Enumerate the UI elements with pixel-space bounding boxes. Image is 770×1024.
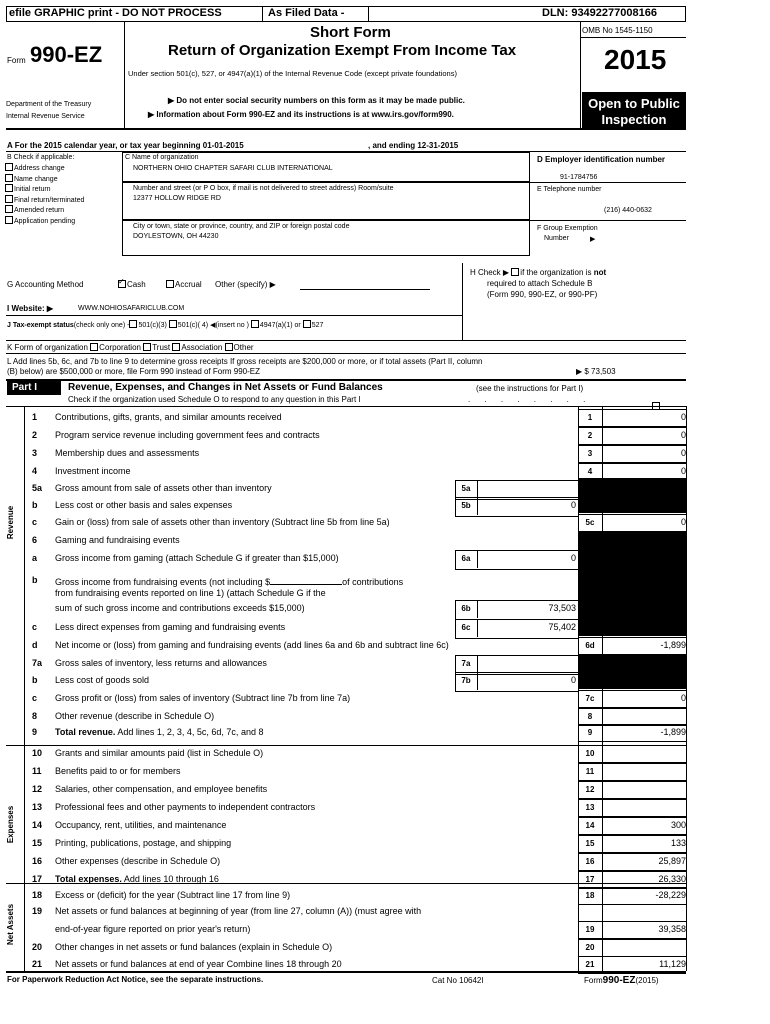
line-description-text: Gross profit or (loss) from sales of inventory (Subtract line 7b from line 7a) [55, 693, 351, 703]
street-label: Number and street (or P O box, if mail is not delivered to street address) Room/suite [133, 185, 394, 192]
line-description-text: Gross amount from sale of assets other than inventory [55, 483, 272, 493]
form-line [0, 655, 770, 673]
line-description-text: Gross income from fundraising events (not including $ [55, 577, 271, 587]
line-description-text: Printing, publications, postage, and shipping [55, 838, 232, 848]
line-description-bold: Total revenue. [55, 727, 116, 737]
line-description [55, 906, 421, 916]
line-number: 13 [32, 802, 43, 812]
l-text-2: (B) below) are $500,000 or more, file Form 990 instead of Form 990-EZ [7, 367, 260, 376]
line-number: 18 [32, 890, 43, 900]
line-description [55, 500, 232, 510]
line-description-text: Other expenses (describe in Schedule O) [55, 856, 221, 866]
line-amount[interactable]: -1,899 [660, 727, 686, 737]
line-ref-number: 6d [585, 641, 595, 650]
line-description-text: Program service revenue including government fees and contracts [55, 430, 320, 440]
line-description [55, 535, 180, 545]
line-amount[interactable]: 133 [670, 838, 686, 848]
line-number: 8 [32, 711, 38, 721]
street: 12377 HOLLOW RIDGE RD [133, 195, 221, 202]
line-description [55, 412, 282, 422]
form-line [0, 409, 770, 427]
line-number: 4 [32, 466, 38, 476]
h-check: H Check ▶ if the organization is not [470, 268, 607, 277]
under-section: Under section 501(c), 527, or 4947(a)(1) of the Internal Revenue Code (except private foundations) [128, 69, 457, 78]
subline-divider [477, 619, 478, 637]
org-name: NORTHERN OHIO CHAPTER SAFARI CLUB INTERNATIONAL [133, 165, 333, 172]
line-description-text: Net assets or fund balances at beginning of year (from line 27, column (A)) (must agree with [55, 906, 422, 916]
b-item[interactable]: Application pending [5, 216, 84, 227]
line-number: 1 [32, 412, 38, 422]
line-description [55, 838, 231, 848]
line-amount[interactable]: -1,899 [660, 640, 686, 650]
line-description [55, 820, 226, 830]
form-line [0, 853, 770, 871]
subline-amount[interactable]: 0 [570, 500, 576, 510]
ein: 91-1784756 [560, 174, 598, 181]
line-description [55, 711, 214, 721]
line-number: 12 [32, 784, 43, 794]
info-note: ▶ Information about Form 990-EZ and its instructions is at www.irs.gov/form990. [148, 110, 454, 119]
line-number: 17 [32, 874, 43, 884]
line-description-text: Occupancy, rent, utilities, and maintenance [55, 820, 227, 830]
form-line [0, 445, 770, 463]
form-line [0, 532, 770, 550]
line-description-text: from fundraising events reported on line 1) (attach Schedule G if the [55, 588, 326, 598]
line-number: c [32, 622, 38, 632]
subline-amount[interactable]: 73,503 [548, 603, 576, 613]
b-checkbox-list [5, 163, 84, 226]
subline-number: 7b [461, 676, 471, 685]
line-amount[interactable]: 39,358 [658, 924, 686, 934]
line-ref-number: 7c [585, 694, 595, 703]
line-description-text: Other changes in net assets or fund balances (explain in Schedule O) [55, 942, 333, 952]
omb-number: OMB No 1545-1150 [582, 26, 653, 35]
line-number: 7a [32, 658, 43, 668]
line-ref-number: 18 [585, 891, 595, 900]
line-description [55, 856, 220, 866]
open-public-2: Inspection [601, 112, 667, 127]
side-net-assets: Net Assets [6, 903, 16, 946]
subline-number: 7a [461, 659, 471, 668]
line-description-text: Add lines 10 through 16 [121, 874, 219, 884]
form-line [0, 497, 770, 515]
line-ref-number: 20 [585, 943, 595, 952]
line-description-text: Other revenue (describe in Schedule O) [55, 711, 215, 721]
line-number: 3 [32, 448, 38, 458]
line-description [55, 588, 326, 598]
subline-divider [477, 550, 478, 568]
f-label: F Group Exemption [537, 225, 598, 232]
line-number: 16 [32, 856, 43, 866]
g-accrual[interactable]: Accrual [166, 280, 202, 289]
line-number: 11 [32, 766, 42, 776]
form-line [0, 427, 770, 445]
form-line [0, 799, 770, 817]
line-amount[interactable]: 26,330 [658, 874, 686, 884]
line-a-ending: , and ending 12-31-2015 [368, 141, 459, 150]
line-ref-number: 19 [585, 925, 595, 934]
line-description-text: Investment income [55, 466, 131, 476]
line-ref-number: 15 [585, 839, 595, 848]
line-amount[interactable]: 11,129 [659, 959, 686, 969]
line-description [55, 890, 290, 900]
line-description [55, 658, 267, 668]
check-note: Check if the organization used Schedule O to respond to any question in this Part I [68, 395, 361, 404]
j-line: J Tax-exempt status(check only one) - 501(c)(3) 501(c)( 4) ◀(insert no ) 4947(a)(1) or 527 [7, 322, 324, 329]
form-line [0, 835, 770, 853]
form-number: 990-EZ [30, 42, 103, 67]
part-label: Part I [12, 382, 38, 393]
line-description [55, 874, 219, 884]
subline-divider [477, 600, 478, 618]
line-a: A For the 2015 calendar year, or tax year beginning 01-01-2015 [7, 141, 244, 150]
b-item[interactable]: Name change [5, 174, 84, 185]
subline-number: 5b [461, 501, 471, 510]
line-number: 6 [32, 535, 38, 545]
line-description-text: Less cost of goods sold [55, 675, 150, 685]
line-number: 21 [32, 959, 43, 969]
i-label: I Website: ▶ [7, 304, 54, 313]
line-description [55, 959, 342, 969]
line-description [55, 517, 390, 527]
line-description-text: Contributions, gifts, grants, and similar amounts received [55, 412, 282, 422]
line-number: 10 [32, 748, 43, 758]
g-cash[interactable]: ✓ Cash [118, 277, 146, 289]
f-label-2: Number [544, 235, 569, 242]
line-number: 2 [32, 430, 38, 440]
line-description [55, 603, 305, 613]
form-line [0, 619, 770, 637]
line-description-text: end-of-year figure reported on prior year's return) [55, 924, 251, 934]
form-title: Return of Organization Exempt From Income Tax [168, 42, 517, 59]
line-description-text: Salaries, other compensation, and employee benefits [55, 784, 268, 794]
form-line [0, 921, 770, 939]
form-line [0, 514, 770, 532]
subline-divider [477, 480, 478, 498]
line-ref-number: 9 [587, 728, 593, 737]
filed-banner: As Filed Data - [268, 7, 345, 19]
line-description-text: Membership dues and assessments [55, 448, 200, 458]
line-description-text: Net income or (loss) from gaming and fundraising events (add lines 6a and 6b and subtract line 6c) [55, 640, 449, 650]
form-line [0, 939, 770, 957]
line-description-text: Excess or (deficit) for the year (Subtract line 17 from line 9) [55, 890, 291, 900]
subline-amount[interactable]: 0 [570, 553, 576, 563]
line-number: 19 [32, 906, 43, 916]
line-amount[interactable]: 300 [670, 820, 686, 830]
g-label: G Accounting Method [7, 280, 84, 289]
tax-year: 2015 [604, 44, 667, 75]
line-description [55, 622, 285, 632]
line-number: c [32, 517, 38, 527]
subline-number: 5a [461, 484, 471, 493]
form-line [0, 637, 770, 655]
form-prefix: Form [7, 56, 26, 65]
line-description [55, 942, 332, 952]
line-number: b [32, 500, 38, 510]
line-number: 15 [32, 838, 43, 848]
form-line [0, 745, 770, 763]
line-description [55, 553, 339, 563]
line-amount[interactable]: 0 [680, 517, 686, 527]
line-amount[interactable]: 0 [680, 693, 686, 703]
line-ref-number: 12 [585, 785, 595, 794]
efile-banner: efile GRAPHIC print - DO NOT PROCESS [9, 7, 222, 19]
line-amount[interactable]: 0 [680, 430, 686, 440]
form-line [0, 600, 770, 618]
line-number: 9 [32, 727, 38, 737]
line-description [55, 693, 350, 703]
line-description [55, 924, 250, 934]
b-label: B Check if applicable: [7, 154, 75, 161]
line-ref-number: 14 [585, 821, 595, 830]
line-description-text: sum of such gross income and contributions exceeds $15,000) [55, 603, 305, 613]
dept-treasury: Department of the Treasury [6, 101, 92, 108]
line-number: b [32, 575, 38, 585]
f-arrow: ▶ [590, 236, 596, 243]
form-line [0, 724, 770, 742]
subline-divider [477, 672, 478, 690]
cat-number: Cat No 10642I [432, 976, 484, 985]
line-description-text: Gain or (loss) from sale of assets other than inventory (Subtract line 5b from line 5a) [55, 517, 390, 527]
form-line [0, 763, 770, 781]
line-ref-number: 4 [587, 467, 593, 476]
line-ref-number: 2 [587, 431, 593, 440]
short-form-title: Short Form [310, 24, 391, 41]
city-label: City or town, state or province, country, and ZIP or foreign postal code [133, 223, 350, 230]
line-description-text: Professional fees and other payments to independent contractors [55, 802, 316, 812]
side-revenue: Revenue [6, 505, 16, 540]
dln: DLN: 93492277008166 [542, 7, 657, 19]
b-item[interactable]: Amended return [5, 205, 84, 216]
form-line [0, 480, 770, 498]
ssn-note: ▶ Do not enter social security numbers on this form as it may be made public. [168, 96, 465, 105]
line-number: 20 [32, 942, 43, 952]
phone: (216) 440-0632 [604, 207, 652, 214]
line-description-tail: of contributions [342, 577, 404, 587]
line-description [55, 430, 320, 440]
checkbox-checked-icon[interactable]: ✓ [118, 277, 125, 286]
line-ref-number: 8 [587, 712, 593, 721]
line-description [55, 727, 263, 737]
form-line [0, 672, 770, 690]
line-number: 5a [32, 483, 43, 493]
line-ref-number: 16 [585, 857, 595, 866]
subline-amount[interactable]: 75,402 [548, 622, 576, 632]
b-item[interactable]: Address change [5, 163, 84, 174]
line-description-text: Less cost or other basis and sales expenses [55, 500, 233, 510]
check-note-leader: . . . . . . . . [468, 395, 592, 404]
line-number: b [32, 675, 38, 685]
form-line [0, 903, 770, 921]
subline-divider [477, 655, 478, 673]
line-description [55, 802, 315, 812]
subline-number: 6b [461, 604, 471, 613]
b-item[interactable]: Final return/terminated [5, 195, 84, 206]
line-description [55, 784, 267, 794]
line-ref-number: 10 [585, 749, 595, 758]
line-description-bold: Total expenses. [55, 874, 122, 884]
subline-amount[interactable]: 0 [570, 675, 576, 685]
line-amount[interactable]: 25,897 [658, 856, 686, 866]
form-line [0, 817, 770, 835]
line-description [55, 766, 181, 776]
line-description [55, 448, 199, 458]
website[interactable]: WWW.NOHIOSAFARICLUB.COM [78, 305, 185, 312]
line-ref-number: 11 [585, 767, 595, 776]
l-value: ▶ $ 73,503 [576, 367, 616, 376]
g-other: Other (specify) ▶ [215, 280, 276, 289]
line-ref-number: 5c [585, 518, 595, 527]
form-line [0, 463, 770, 481]
line-ref-number: 3 [587, 449, 593, 458]
fill-in-blank[interactable] [270, 575, 342, 585]
line-description-text: Less direct expenses from gaming and fundraising events [55, 622, 286, 632]
c-label: C Name of organization [125, 154, 199, 161]
city: DOYLESTOWN, OH 44230 [133, 233, 219, 240]
paperwork-note: For Paperwork Reduction Act Notice, see the separate instructions. [7, 975, 264, 984]
d-label: D Employer identification number [537, 155, 666, 164]
line-ref-number: 17 [585, 875, 595, 884]
part-title-note: (see the instructions for Part I) [476, 384, 584, 393]
l-text-1: L Add lines 5b, 6c, and 7b to line 9 to determine gross receipts If gross receipts are $200,000 or more, or if total assets (Part II, column [7, 357, 483, 366]
e-label: E Telephone number [537, 186, 602, 193]
irs-label: Internal Revenue Service [6, 113, 85, 120]
line-ref-number: 13 [585, 803, 595, 812]
subline-number: 6c [461, 623, 471, 632]
line-number: a [32, 553, 38, 563]
form-line [0, 550, 770, 568]
line-description-text: Gross income from gaming (attach Schedule G if greater than $15,000) [55, 553, 339, 563]
line-description [55, 640, 449, 650]
line-amount[interactable]: 0 [680, 448, 686, 458]
line-number: c [32, 693, 38, 703]
k-line: K Form of organization Corporation Trust Association Other [7, 343, 254, 352]
h-text-2: required to attach Schedule B [487, 279, 593, 288]
h-text-3: (Form 990, 990-EZ, or 990-PF) [487, 290, 598, 299]
open-public-1: Open to Public [588, 96, 680, 111]
subline-number: 6a [461, 554, 471, 563]
line-amount[interactable]: 0 [680, 466, 686, 476]
line-number: d [32, 640, 38, 650]
line-amount[interactable]: -28,229 [655, 890, 686, 900]
line-description-text: Add lines 1, 2, 3, 4, 5c, 6d, 7c, and 8 [115, 727, 264, 737]
line-ref-number: 21 [585, 960, 595, 969]
part-title: Revenue, Expenses, and Changes in Net Assets or Fund Balances [68, 382, 383, 393]
line-description-text: Benefits paid to or for members [55, 766, 181, 776]
line-description [55, 466, 131, 476]
line-description-text: Grants and similar amounts paid (list in Schedule O) [55, 748, 264, 758]
line-description [55, 675, 149, 685]
line-description [55, 748, 263, 758]
line-amount[interactable]: 0 [680, 412, 686, 422]
line-description-text: Gross sales of inventory, less returns and allowances [55, 658, 267, 668]
line-description [55, 483, 272, 493]
side-expenses: Expenses [6, 805, 16, 844]
subline-divider [477, 497, 478, 515]
form-line [0, 690, 770, 708]
line-number: 14 [32, 820, 43, 830]
line-description-text: Net assets or fund balances at end of year Combine lines 18 through 20 [55, 959, 342, 969]
line-description-text: Gaming and fundraising events [55, 535, 180, 545]
form-line [0, 781, 770, 799]
b-item[interactable]: Initial return [5, 184, 84, 195]
line-ref-number: 1 [587, 413, 593, 422]
form-footer-ref: Form990-EZ(2015) [584, 975, 659, 986]
